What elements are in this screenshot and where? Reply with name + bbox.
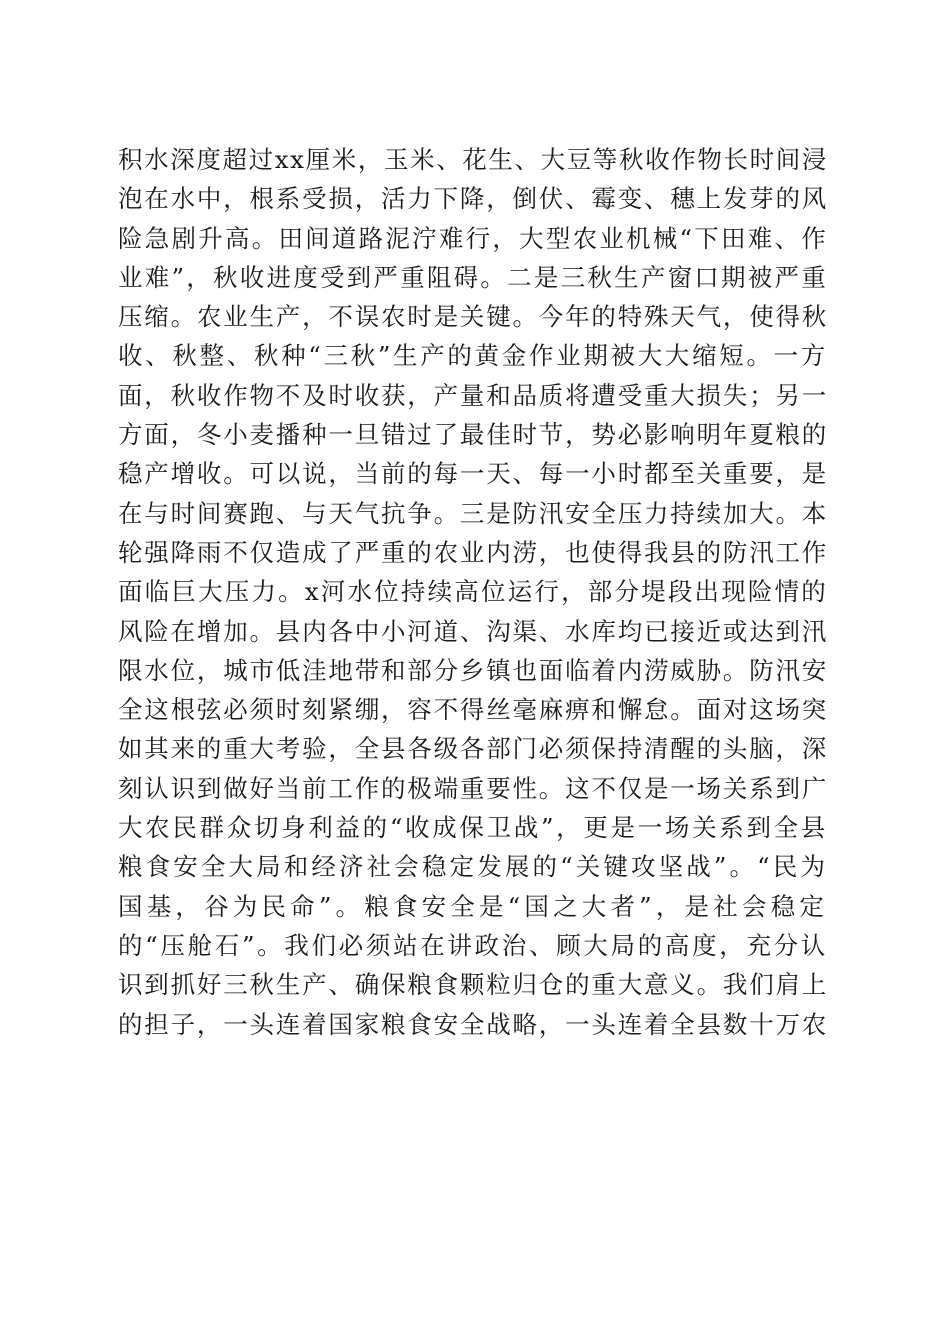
text-line-14: 限水位，城市低洼地带和部分乡镇也面临着内涝威胁。防汛安 xyxy=(118,655,829,685)
text-line-6: 收、秋整、秋种“三秋”生产的黄金作业期被大大缩短。一方 xyxy=(118,341,828,371)
text-line-21: 的“压舱石”。我们必须站在讲政治、顾大局的高度，充分认 xyxy=(118,930,828,960)
text-line-10: 在与时间赛跑、与天气抗争。三是防汛安全压力持续加大。本 xyxy=(118,498,829,528)
body-paragraph xyxy=(118,140,828,1044)
text-line-16: 如其来的重大考验，全县各级各部门必须保持清醒的头脑，深 xyxy=(118,734,829,764)
text-line-15: 全这根弦必须时刻紧绷，容不得丝毫麻痹和懈怠。面对这场突 xyxy=(118,695,829,725)
text-line-11: 轮强降雨不仅造成了严重的农业内涝，也使得我县的防汛工作 xyxy=(118,537,829,567)
text-line-5: 压缩。农业生产，不误农时是关键。今年的特殊天气，使得秋 xyxy=(118,302,829,332)
text-line-13: 风险在增加。县内各中小河道、沟渠、水库均已接近或达到汛 xyxy=(118,616,829,646)
text-line-17: 刻认识到做好当前工作的极端重要性。这不仅是一场关系到广 xyxy=(118,773,829,803)
text-line-7: 面，秋收作物不及时收获，产量和品质将遭受重大损失；另一 xyxy=(118,380,829,410)
text-line-18: 大农民群众切身利益的“收成保卫战”，更是一场关系到全县 xyxy=(118,813,828,843)
text-line-9: 稳产增收。可以说，当前的每一天、每一小时都至关重要，是 xyxy=(118,459,829,489)
text-line-4: 业难”，秋收进度受到严重阻碍。二是三秋生产窗口期被严重 xyxy=(118,262,829,292)
text-line-20: 国基，谷为民命”。粮食安全是“国之大者”，是社会稳定 xyxy=(118,891,829,921)
text-line-23: 的担子，一头连着国家粮食安全战略，一头连着全县数十万农 xyxy=(118,1009,829,1039)
text-line-12: 面临巨大压力。x河水位持续高位运行，部分堤段出现险情的 xyxy=(118,577,828,607)
text-line-22: 识到抓好三秋生产、确保粮食颗粒归仓的重大意义。我们肩上 xyxy=(118,970,829,1000)
text-line-19: 粮食安全大局和经济社会稳定发展的“关键攻坚战”。“民为 xyxy=(118,852,829,882)
text-line-3: 险急剧升高。田间道路泥泞难行，大型农业机械“下田难、作 xyxy=(118,223,829,253)
text-line-2: 泡在水中，根系受损，活力下降，倒伏、霉变、穗上发芽的风 xyxy=(118,184,829,214)
text-line-1: 积水深度超过xx厘米，玉米、花生、大豆等秋收作物长时间浸 xyxy=(118,145,828,174)
text-line-8: 方面，冬小麦播种一旦错过了最佳时节，势必影响明年夏粮的 xyxy=(118,420,829,450)
